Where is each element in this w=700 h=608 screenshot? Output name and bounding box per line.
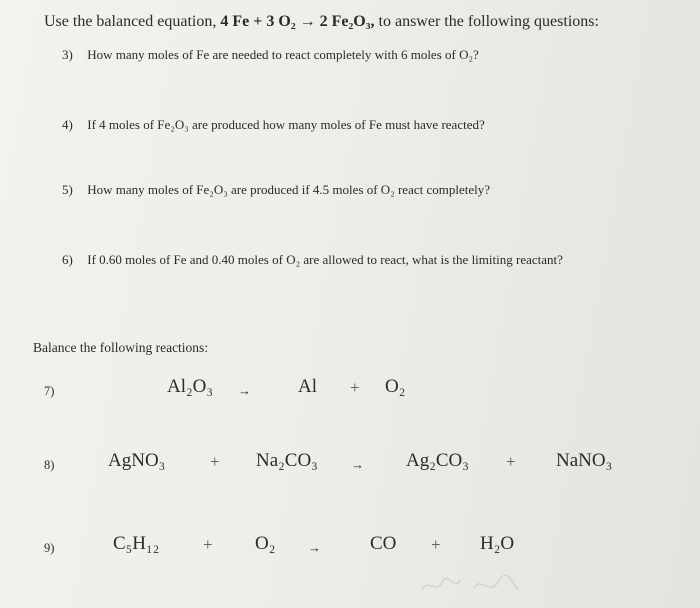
product-h2o: H₂O bbox=[480, 533, 515, 554]
question-text: If 0.60 moles of Fe and 0.40 moles of O₂ are allowed to react, what is the limiting reactant? bbox=[87, 252, 563, 267]
plus-sign: + bbox=[350, 378, 360, 397]
reaction-arrow: → bbox=[351, 457, 364, 472]
question-text: If 4 moles of Fe₂O₃ are produced how many moles of Fe must have reacted? bbox=[87, 117, 485, 132]
reactant-na2co3: Na₂CO₃ bbox=[256, 450, 318, 471]
question-6 bbox=[62, 252, 563, 268]
reactant-c5h12: C₅H₁₂ bbox=[113, 533, 160, 554]
reaction-9-number: 9) bbox=[44, 541, 55, 555]
question-number: 5) bbox=[62, 182, 73, 197]
question-number: 4) bbox=[62, 117, 73, 132]
plus-sign: + bbox=[203, 535, 213, 554]
question-number: 3) bbox=[62, 47, 73, 62]
reaction-arrow: → bbox=[308, 540, 321, 555]
question-text: How many moles of Fe₂O₃ are produced if 4.5 moles of O₂ react completely? bbox=[87, 182, 491, 197]
product-al: Al bbox=[298, 376, 317, 397]
reactant-al2o3: Al₂O₃ bbox=[167, 376, 213, 397]
question-text: How many moles of Fe are needed to react completely with 6 moles of O₂? bbox=[87, 47, 479, 62]
plus-sign: + bbox=[506, 452, 516, 471]
reaction-arrow: → bbox=[238, 383, 251, 398]
balance-section-title: Balance the following reactions: bbox=[33, 340, 209, 355]
reactant-o2: O₂ bbox=[255, 533, 276, 554]
product-co: CO bbox=[370, 533, 397, 554]
plus-sign: + bbox=[210, 452, 220, 471]
product-ag2co3: Ag₂CO₃ bbox=[406, 450, 469, 471]
header-prefix: Use the balanced equation, bbox=[44, 13, 217, 30]
reaction-8-number: 8) bbox=[44, 458, 55, 472]
pencil-scribble bbox=[418, 570, 538, 598]
reaction-7-number: 7) bbox=[44, 384, 55, 398]
instructions-header bbox=[44, 13, 599, 31]
plus-sign: + bbox=[431, 535, 441, 554]
reactant-agno3: AgNO₃ bbox=[108, 450, 166, 471]
question-4 bbox=[62, 117, 485, 133]
question-number: 6) bbox=[62, 252, 73, 267]
header-suffix: to answer the following questions: bbox=[378, 13, 599, 30]
product-o2: O₂ bbox=[385, 376, 406, 397]
product-nano3: NaNO₃ bbox=[556, 450, 613, 471]
question-5 bbox=[62, 182, 490, 198]
question-3 bbox=[62, 47, 479, 63]
header-equation: 4 Fe + 3 O₂ → 2 Fe₂O₃, bbox=[220, 13, 375, 30]
